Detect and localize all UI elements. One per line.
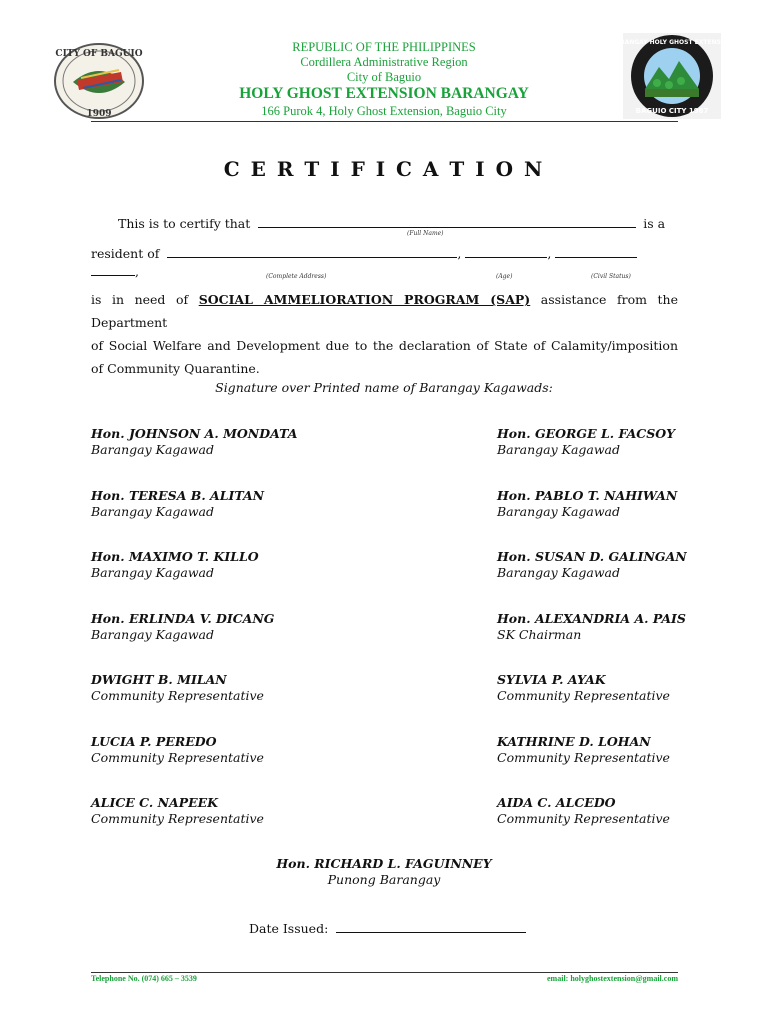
signatory-name: DWIGHT B. MILAN [91,672,227,687]
left-seal-year: 1909 [86,109,112,119]
signatory-role: Community Representative [91,749,264,765]
footer-divider [91,972,678,973]
header-address: 166 Purok 4, Holy Ghost Extension, Baguio City [261,104,507,118]
signatory-block [497,672,670,703]
certify-suffix: is a [643,216,666,231]
signatory-name: Hon. TERESA B. ALITAN [91,487,265,503]
resident-line-cont: , [91,261,139,279]
signature-heading: Signature over Printed name of Barangay Kagawads: [215,380,553,395]
signatory-role: Barangay Kagawad [91,503,215,519]
resident-line: resident of , , [91,243,681,261]
signatory-block [497,611,686,642]
signatory-name: Hon. ALEXANDRIA A. PAIS [497,610,686,626]
need-prefix: is in need of [91,292,189,307]
civil-status-blank[interactable] [555,243,637,258]
age-caption: (Age) [496,273,513,280]
address-caption: (Complete Address) [266,273,327,280]
signatory-role: Community Representative [497,811,670,826]
signatory-block [91,611,274,642]
signatory-block [91,426,297,457]
signatory-role: Barangay Kagawad [91,565,215,580]
signatory-name: ALICE C. NAPEEK [91,795,219,810]
signatory-name: Hon. PABLO T. NAHIWAN [497,487,678,503]
signatory-block [91,549,259,580]
signatory-role: Barangay Kagawad [91,442,215,457]
signatory-name: Hon. MAXIMO T. KILLO [91,549,259,564]
signatory-block [497,549,687,580]
certify-line [118,213,678,231]
need-rest: assistance from the Department [91,292,678,330]
signatory-block [497,426,675,457]
date-issued-line [249,918,526,936]
extra-blank[interactable] [91,261,135,276]
right-seal-bottom-text: BAGUIO CITY 1987 [635,107,709,115]
signatory-block [497,795,670,826]
header-region: Cordillera Administrative Region [300,55,468,69]
header-city: City of Baguio [346,70,422,84]
date-label: Date Issued: [249,921,329,936]
footer-email: email: holyghostextension@gmail.com [547,974,678,983]
signatory-block [497,734,670,765]
signatory-role: Community Representative [497,749,670,765]
signatory-block [91,672,264,703]
need-line-2: of Social Welfare and Development due to the declaration of State of Calamity/imposition [91,338,678,353]
header-divider [91,121,678,122]
need-line-3: of Community Quarantine. [91,361,260,376]
date-blank[interactable] [336,918,526,933]
signatory-block [91,488,264,519]
page-title: C E R T I F I C A T I O N [223,157,545,181]
signatory-role: SK Chairman [497,626,582,642]
header-barangay: HOLY GHOST EXTENSION BARANGAY [239,85,529,102]
signatory-role: Barangay Kagawad [91,626,215,642]
signatory-name: LUCIA P. PEREDO [91,733,217,749]
signatory-name: Hon. GEORGE L. FACSOY [497,426,676,441]
address-blank[interactable] [167,243,457,258]
signatory-role: Barangay Kagawad [497,565,621,580]
resident-prefix: resident of [91,246,160,261]
signatory-block [91,795,264,826]
signatory-role: Barangay Kagawad [497,503,621,519]
need-line-1 [91,288,678,334]
full-name-caption: (Full Name) [407,230,444,237]
civil-status-caption: (Civil Status) [591,273,631,280]
signatory-role: Barangay Kagawad [497,442,621,457]
signatory-block [91,734,264,765]
punong-block [0,856,768,887]
right-seal-top-text: BARANGAY HOLY GHOST EXTENSION [610,39,734,46]
signatory-role: Community Representative [91,688,264,703]
signatory-name: SYLVIA P. AYAK [497,672,606,687]
signatory-role: Community Representative [91,811,264,826]
signatory-block [497,488,677,519]
certify-prefix: This is to certify that [118,216,251,231]
footer-phone: Telephone No. (074) 665 – 3539 [91,974,197,983]
left-seal-text: CITY OF BAGUIO [55,49,143,59]
signatory-name: Hon. SUSAN D. GALINGAN [497,549,687,564]
punong-role: Punong Barangay [327,872,441,887]
need-paragraph [91,288,678,380]
header-republic: REPUBLIC OF THE PHILIPPINES [292,40,476,54]
signatory-name: Hon. ERLINDA V. DICANG [91,610,275,626]
signatory-name: KATHRINE D. LOHAN [497,733,651,749]
punong-name: Hon. RICHARD L. FAGUINNEY [276,856,492,871]
signatory-role: Community Representative [497,688,670,703]
signatory-name: Hon. JOHNSON A. MONDATA [91,426,298,441]
program-name: SOCIAL AMMELIORATION PROGRAM (SAP) [198,292,531,307]
full-name-blank[interactable] [258,213,636,228]
signatory-name: AIDA C. ALCEDO [497,795,616,810]
age-blank[interactable] [465,243,547,258]
